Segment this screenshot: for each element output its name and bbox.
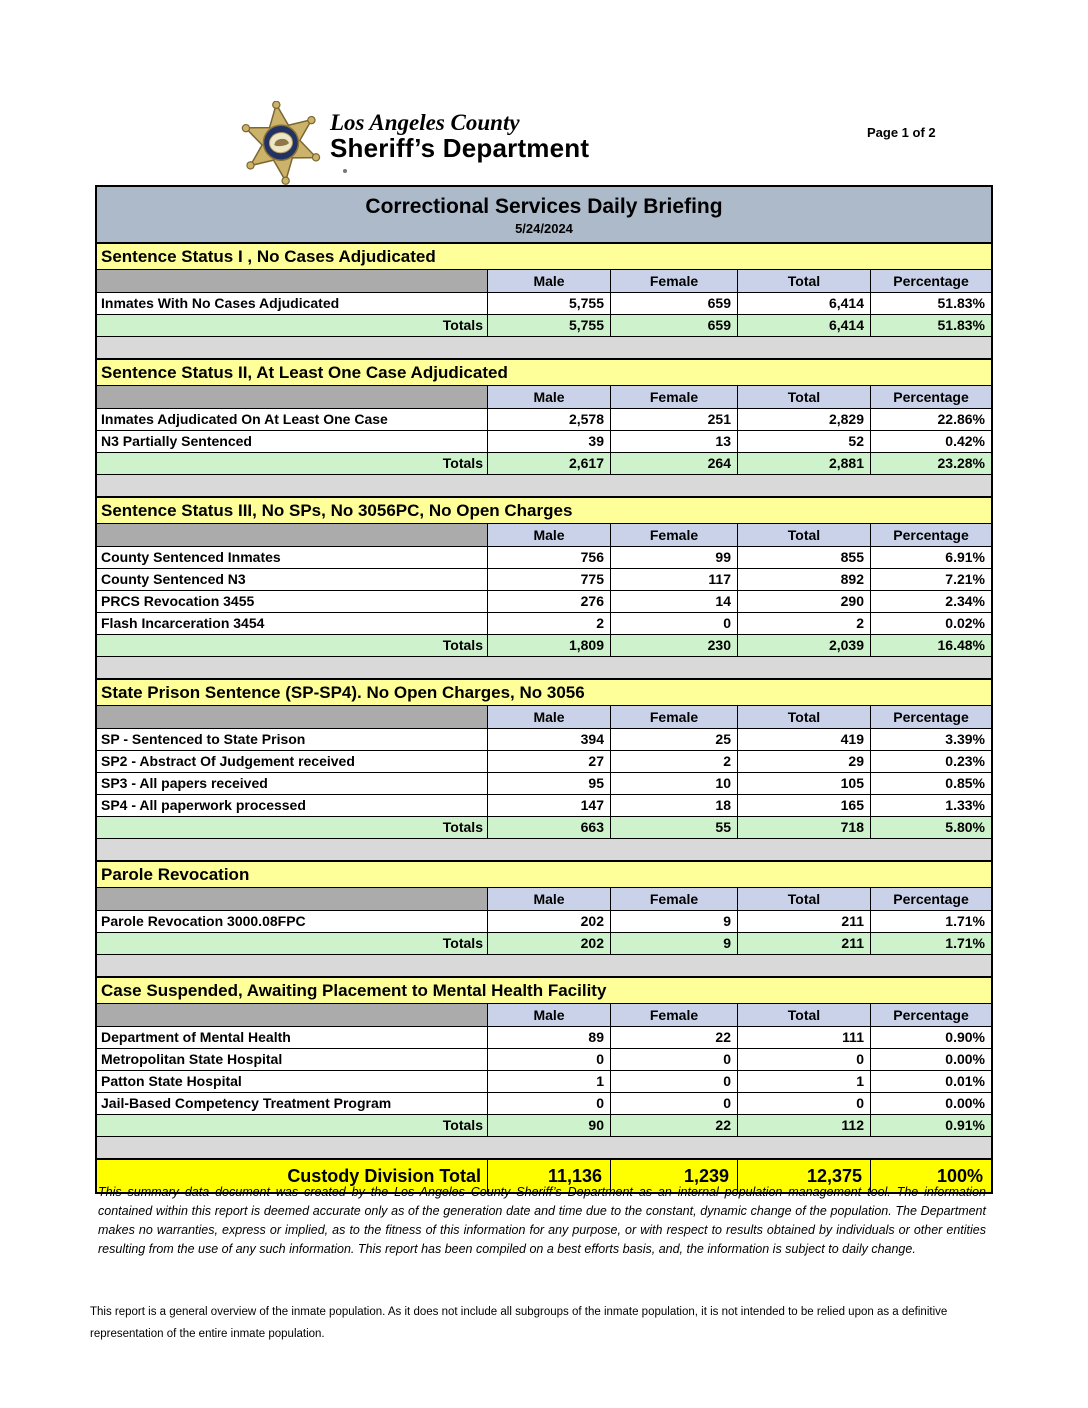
row-percentage-value: 0.23% [870, 751, 991, 772]
column-header-female: Female [610, 386, 737, 408]
totals-female-value: 22 [610, 1115, 737, 1136]
row-percentage-value: 0.00% [870, 1093, 991, 1114]
agency-name-line1: Los Angeles County [330, 110, 520, 135]
section-rows [97, 547, 991, 635]
section-spacer [97, 1137, 991, 1158]
totals-total-value: 6,414 [737, 315, 870, 336]
totals-label: Totals [442, 455, 483, 471]
row-total-value: 0 [737, 1049, 870, 1070]
column-header-male: Male [487, 270, 610, 292]
section-rows [97, 1027, 991, 1115]
row-female-value: 18 [610, 795, 737, 816]
row-total-value: 419 [737, 729, 870, 750]
grand-total-label: Custody Division Total [287, 1166, 481, 1186]
totals-total-value: 2,881 [737, 453, 870, 474]
row-female-value: 22 [610, 1027, 737, 1048]
column-header-female: Female [610, 270, 737, 292]
row-label: Inmates With No Cases Adjudicated [101, 295, 340, 311]
report-section [97, 358, 991, 496]
totals-row [97, 315, 991, 337]
column-header-female: Female [610, 1004, 737, 1026]
table-row [97, 1049, 991, 1071]
row-percentage-value: 1.71% [870, 911, 991, 932]
column-header-female: Female [610, 706, 737, 728]
grand-total-female: 1,239 [610, 1160, 737, 1192]
row-male-value: 95 [487, 773, 610, 794]
column-header-percentage: Percentage [870, 524, 991, 546]
table-row [97, 1027, 991, 1049]
trademark-dot [343, 169, 347, 173]
row-male-value: 39 [487, 431, 610, 452]
report-sections [97, 242, 991, 1158]
totals-female-value: 230 [610, 635, 737, 656]
section-title: Sentence Status II, At Least One Case Adjudicated [97, 358, 991, 386]
section-rows [97, 293, 991, 315]
row-male-value: 775 [487, 569, 610, 590]
column-header-female: Female [610, 524, 737, 546]
column-header-spacer-cell [97, 270, 487, 292]
table-row [97, 1071, 991, 1093]
totals-label: Totals [442, 819, 483, 835]
totals-male-value: 5,755 [487, 315, 610, 336]
section-title: Case Suspended, Awaiting Placement to Mental Health Facility [97, 976, 991, 1004]
column-header-total: Total [737, 524, 870, 546]
table-row [97, 795, 991, 817]
row-label: Patton State Hospital [101, 1073, 242, 1089]
report-disclaimer: This summary data document was created by the Los Angeles County Sheriff’s Department as an internal population management tool. The information contained within this report is deemed accurate only as of the generation date and time due to the constant, dynamic change of the population. The Department makes no warranties, express or implied, as to the fitness of this information for any purpose, or with respect to results obtained by individuals or other entities resulting from the use of any such information. This report has been compiled on a best efforts basis, and, the information is subject to daily change. [98, 1185, 986, 1256]
totals-label: Totals [442, 935, 483, 951]
column-header-percentage: Percentage [870, 1004, 991, 1026]
row-percentage-value: 0.90% [870, 1027, 991, 1048]
row-label: Inmates Adjudicated On At Least One Case [101, 411, 388, 427]
row-male-value: 2,578 [487, 409, 610, 430]
row-male-value: 202 [487, 911, 610, 932]
row-female-value: 117 [610, 569, 737, 590]
column-header-spacer-cell [97, 386, 487, 408]
row-percentage-value: 1.33% [870, 795, 991, 816]
totals-row [97, 635, 991, 657]
table-row [97, 569, 991, 591]
column-header-female: Female [610, 888, 737, 910]
row-label: N3 Partially Sentenced [101, 433, 252, 449]
column-header-row [97, 524, 991, 547]
column-header-percentage: Percentage [870, 386, 991, 408]
section-rows [97, 409, 991, 453]
totals-label: Totals [442, 317, 483, 333]
row-total-value: 2 [737, 613, 870, 634]
row-percentage-value: 3.39% [870, 729, 991, 750]
row-male-value: 756 [487, 547, 610, 568]
table-row [97, 911, 991, 933]
totals-row [97, 933, 991, 955]
row-label: PRCS Revocation 3455 [101, 593, 255, 609]
table-row [97, 773, 991, 795]
row-total-value: 1 [737, 1071, 870, 1092]
row-label: SP3 - All papers received [101, 775, 268, 791]
table-row [97, 293, 991, 315]
row-male-value: 0 [487, 1093, 610, 1114]
column-header-male: Male [487, 1004, 610, 1026]
report-section [97, 678, 991, 860]
row-percentage-value: 51.83% [870, 293, 991, 314]
section-title: State Prison Sentence (SP-SP4). No Open Charges, No 3056 [97, 678, 991, 706]
row-male-value: 394 [487, 729, 610, 750]
row-percentage-value: 22.86% [870, 409, 991, 430]
table-row [97, 613, 991, 635]
section-spacer [97, 657, 991, 678]
column-header-male: Male [487, 888, 610, 910]
row-label: Department of Mental Health [101, 1029, 291, 1045]
totals-label: Totals [442, 1117, 483, 1133]
column-header-total: Total [737, 386, 870, 408]
daily-briefing-report [95, 185, 993, 1194]
row-total-value: 105 [737, 773, 870, 794]
row-percentage-value: 2.34% [870, 591, 991, 612]
column-header-spacer-cell [97, 1004, 487, 1026]
row-percentage-value: 0.02% [870, 613, 991, 634]
column-header-row [97, 1004, 991, 1027]
totals-row [97, 453, 991, 475]
row-female-value: 25 [610, 729, 737, 750]
column-header-row [97, 386, 991, 409]
totals-male-value: 1,809 [487, 635, 610, 656]
row-female-value: 14 [610, 591, 737, 612]
section-spacer [97, 475, 991, 496]
row-male-value: 2 [487, 613, 610, 634]
row-total-value: 111 [737, 1027, 870, 1048]
row-female-value: 13 [610, 431, 737, 452]
page-number: Page 1 of 2 [867, 125, 936, 140]
row-label: SP4 - All paperwork processed [101, 797, 306, 813]
section-title: Parole Revocation [97, 860, 991, 888]
table-row [97, 751, 991, 773]
table-row [97, 591, 991, 613]
totals-female-value: 264 [610, 453, 737, 474]
section-spacer [97, 955, 991, 976]
totals-male-value: 663 [487, 817, 610, 838]
totals-total-value: 718 [737, 817, 870, 838]
report-title: Correctional Services Daily Briefing [365, 195, 723, 218]
row-percentage-value: 0.01% [870, 1071, 991, 1092]
row-female-value: 659 [610, 293, 737, 314]
column-header-total: Total [737, 888, 870, 910]
totals-row [97, 817, 991, 839]
totals-total-value: 211 [737, 933, 870, 954]
report-section [97, 242, 991, 358]
row-female-value: 0 [610, 1071, 737, 1092]
section-spacer [97, 337, 991, 358]
totals-male-value: 90 [487, 1115, 610, 1136]
agency-logo-text [330, 111, 589, 161]
column-header-male: Male [487, 524, 610, 546]
row-label: SP2 - Abstract Of Judgement received [101, 753, 355, 769]
row-total-value: 892 [737, 569, 870, 590]
totals-percentage-value: 16.48% [870, 635, 991, 656]
row-label: Parole Revocation 3000.08FPC [101, 913, 306, 929]
column-header-row [97, 706, 991, 729]
section-title: Sentence Status I , No Cases Adjudicated [97, 242, 991, 270]
grand-total-total: 12,375 [737, 1160, 870, 1192]
agency-name-line2: Sheriff’s Department [330, 133, 590, 163]
row-total-value: 855 [737, 547, 870, 568]
row-male-value: 27 [487, 751, 610, 772]
report-footnote: This report is a general overview of the inmate population. As it does not include all subgroups of the inmate population, it is not intended to be relied upon as a definitive representation of the entire inmate population. [90, 1306, 948, 1340]
column-header-percentage: Percentage [870, 270, 991, 292]
row-percentage-value: 7.21% [870, 569, 991, 590]
section-spacer [97, 839, 991, 860]
totals-percentage-value: 5.80% [870, 817, 991, 838]
row-percentage-value: 0.85% [870, 773, 991, 794]
row-total-value: 211 [737, 911, 870, 932]
row-female-value: 99 [610, 547, 737, 568]
row-total-value: 52 [737, 431, 870, 452]
report-section [97, 860, 991, 976]
section-title: Sentence Status III, No SPs, No 3056PC, No Open Charges [97, 496, 991, 524]
row-female-value: 251 [610, 409, 737, 430]
row-total-value: 2,829 [737, 409, 870, 430]
row-total-value: 6,414 [737, 293, 870, 314]
column-header-total: Total [737, 1004, 870, 1026]
totals-male-value: 2,617 [487, 453, 610, 474]
table-row [97, 547, 991, 569]
row-label: County Sentenced Inmates [101, 549, 281, 565]
row-female-value: 0 [610, 1093, 737, 1114]
report-title-bar [97, 187, 991, 242]
table-row [97, 431, 991, 453]
row-female-value: 2 [610, 751, 737, 772]
row-label: Jail-Based Competency Treatment Program [101, 1095, 392, 1111]
totals-female-value: 659 [610, 315, 737, 336]
row-male-value: 276 [487, 591, 610, 612]
row-female-value: 9 [610, 911, 737, 932]
row-percentage-value: 0.00% [870, 1049, 991, 1070]
totals-female-value: 9 [610, 933, 737, 954]
report-date: 5/24/2024 [515, 221, 573, 236]
row-female-value: 0 [610, 613, 737, 634]
row-male-value: 5,755 [487, 293, 610, 314]
column-header-total: Total [737, 270, 870, 292]
column-header-male: Male [487, 386, 610, 408]
column-header-row [97, 888, 991, 911]
report-section [97, 976, 991, 1158]
sheriff-star-badge-icon [235, 101, 327, 192]
row-male-value: 147 [487, 795, 610, 816]
row-total-value: 0 [737, 1093, 870, 1114]
totals-label: Totals [442, 637, 483, 653]
grand-total-percentage: 100% [870, 1160, 991, 1192]
section-rows [97, 729, 991, 817]
report-section [97, 496, 991, 678]
totals-female-value: 55 [610, 817, 737, 838]
row-total-value: 290 [737, 591, 870, 612]
totals-percentage-value: 23.28% [870, 453, 991, 474]
totals-percentage-value: 1.71% [870, 933, 991, 954]
column-header-percentage: Percentage [870, 888, 991, 910]
row-male-value: 89 [487, 1027, 610, 1048]
row-female-value: 0 [610, 1049, 737, 1070]
table-row [97, 409, 991, 431]
table-row [97, 1093, 991, 1115]
row-female-value: 10 [610, 773, 737, 794]
row-total-value: 29 [737, 751, 870, 772]
totals-male-value: 202 [487, 933, 610, 954]
column-header-male: Male [487, 706, 610, 728]
row-male-value: 1 [487, 1071, 610, 1092]
row-label: SP - Sentenced to State Prison [101, 731, 306, 747]
section-rows [97, 911, 991, 933]
row-percentage-value: 6.91% [870, 547, 991, 568]
row-label: County Sentenced N3 [101, 571, 246, 587]
table-row [97, 729, 991, 751]
column-header-total: Total [737, 706, 870, 728]
row-label: Flash Incarceration 3454 [101, 615, 265, 631]
row-label: Metropolitan State Hospital [101, 1051, 283, 1067]
totals-total-value: 2,039 [737, 635, 870, 656]
row-percentage-value: 0.42% [870, 431, 991, 452]
totals-row [97, 1115, 991, 1137]
row-total-value: 165 [737, 795, 870, 816]
column-header-spacer-cell [97, 706, 487, 728]
totals-percentage-value: 0.91% [870, 1115, 991, 1136]
totals-total-value: 112 [737, 1115, 870, 1136]
row-male-value: 0 [487, 1049, 610, 1070]
totals-percentage-value: 51.83% [870, 315, 991, 336]
column-header-row [97, 270, 991, 293]
column-header-spacer-cell [97, 888, 487, 910]
column-header-percentage: Percentage [870, 706, 991, 728]
grand-total-male: 11,136 [487, 1160, 610, 1192]
column-header-spacer-cell [97, 524, 487, 546]
